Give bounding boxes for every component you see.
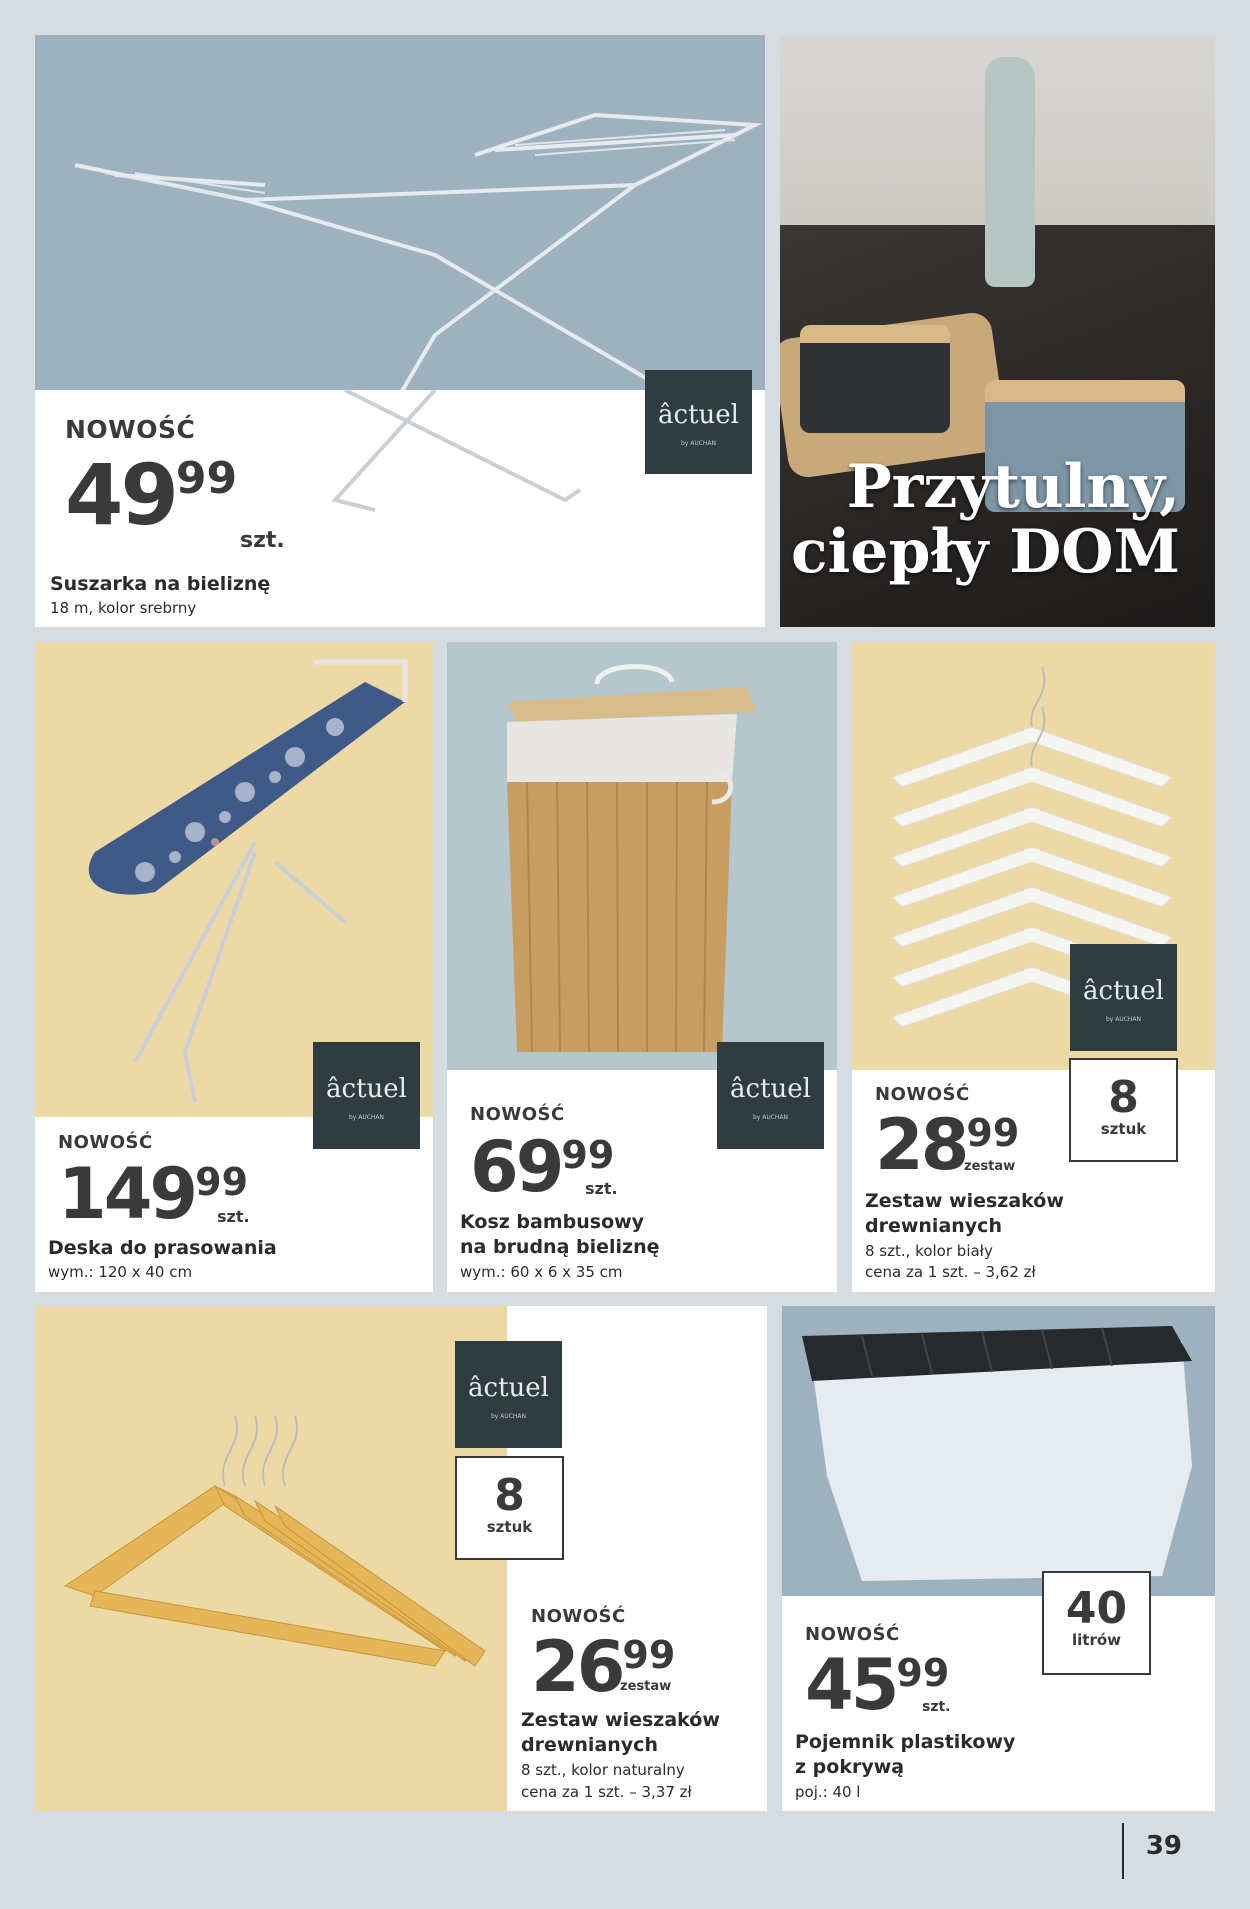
product-description: poj.: 40 l — [795, 1783, 861, 1801]
product-description-line1: 8 szt., kolor naturalny — [521, 1761, 685, 1779]
price-integer: 49 — [65, 446, 176, 544]
price-decimal: 99 — [195, 1160, 249, 1204]
basket-photo — [447, 642, 837, 1070]
price-integer: 28 — [875, 1104, 967, 1186]
product-name-line1: Kosz bambusowy — [460, 1211, 645, 1233]
product-description: wym.: 60 x 6 x 35 cm — [460, 1263, 623, 1281]
price-integer: 149 — [58, 1153, 196, 1235]
new-badge: NOWOŚĆ — [805, 1624, 900, 1645]
product-name-line2: z pokrywą — [795, 1756, 905, 1778]
quantity-badge: 40 litrów — [1042, 1571, 1151, 1675]
price-unit: zestaw — [964, 1159, 1016, 1174]
product-name-line2: drewnianych — [865, 1215, 1002, 1237]
product-name: Deska do prasowania — [48, 1237, 277, 1259]
product-card-ironing-board[interactable] — [35, 642, 433, 1292]
hero-headline: Przytulny, ciepły DOM — [790, 452, 1180, 587]
page-number: 39 — [1145, 1831, 1182, 1861]
product-description: 18 m, kolor srebrny — [50, 599, 197, 617]
dryer-photo — [35, 35, 765, 390]
product-name-line1: Zestaw wieszaków — [865, 1190, 1064, 1212]
product-name: Suszarka na bieliznę — [50, 573, 271, 595]
price-integer: 69 — [470, 1126, 562, 1208]
new-badge: NOWOŚĆ — [65, 415, 196, 444]
product-name-line2: drewnianych — [521, 1734, 658, 1756]
product-card-dryer[interactable] — [35, 35, 765, 627]
quantity-badge: 8 sztuk — [1069, 1058, 1178, 1162]
price-integer: 26 — [531, 1626, 623, 1708]
container-photo — [782, 1306, 1215, 1596]
product-description: wym.: 120 x 40 cm — [48, 1263, 193, 1281]
hero-banner — [780, 35, 1215, 627]
product-name-line2: na brudną bieliznę — [460, 1236, 660, 1258]
actuel-logo: âctuel by AUCHAN — [313, 1042, 420, 1149]
price-unit: szt. — [922, 1699, 951, 1715]
actuel-logo: âctuel by AUCHAN — [645, 370, 752, 474]
actuel-logo: âctuel by AUCHAN — [1070, 944, 1177, 1051]
product-name-line1: Pojemnik plastikowy — [795, 1731, 1016, 1753]
price-unit: zestaw — [620, 1679, 672, 1694]
drying-rack-illustration — [35, 35, 765, 390]
price-decimal: 99 — [966, 1111, 1020, 1155]
product-card-bamboo-basket[interactable] — [447, 642, 837, 1292]
price-decimal: 99 — [561, 1133, 615, 1177]
quantity-badge: 8 sztuk — [455, 1456, 564, 1560]
price-unit: szt. — [217, 1207, 250, 1226]
price-decimal: 99 — [622, 1633, 676, 1677]
actuel-logo: âctuel by AUCHAN — [717, 1042, 824, 1149]
product-description-line2: cena za 1 szt. – 3,62 zł — [865, 1263, 1036, 1281]
product-card-white-hangers[interactable] — [852, 642, 1215, 1292]
new-badge: NOWOŚĆ — [470, 1104, 565, 1125]
price-decimal: 99 — [175, 453, 238, 504]
lunch-box-1 — [800, 325, 950, 433]
thermos-bottle — [985, 57, 1035, 287]
product-description-line2: cena za 1 szt. – 3,37 zł — [521, 1783, 692, 1801]
price-decimal: 99 — [896, 1651, 950, 1695]
price — [65, 446, 238, 544]
price-integer: 45 — [805, 1644, 897, 1726]
new-badge: NOWOŚĆ — [875, 1084, 970, 1105]
product-name-line1: Zestaw wieszaków — [521, 1709, 720, 1731]
plastic-container-illustration — [782, 1306, 1215, 1596]
price-unit: szt. — [240, 528, 285, 553]
new-badge: NOWOŚĆ — [58, 1132, 153, 1153]
wooden-hangers-illustration — [35, 1306, 507, 1811]
price-unit: szt. — [585, 1179, 618, 1198]
new-badge: NOWOŚĆ — [531, 1606, 626, 1627]
wooden-hangers-photo — [35, 1306, 507, 1811]
product-description-line1: 8 szt., kolor biały — [865, 1242, 993, 1260]
actuel-logo: âctuel by AUCHAN — [455, 1341, 562, 1448]
product-card-wooden-hangers[interactable] — [35, 1306, 767, 1811]
bamboo-basket-illustration — [447, 642, 837, 1070]
product-card-plastic-container[interactable] — [782, 1306, 1215, 1811]
page-number-divider — [1122, 1823, 1124, 1879]
